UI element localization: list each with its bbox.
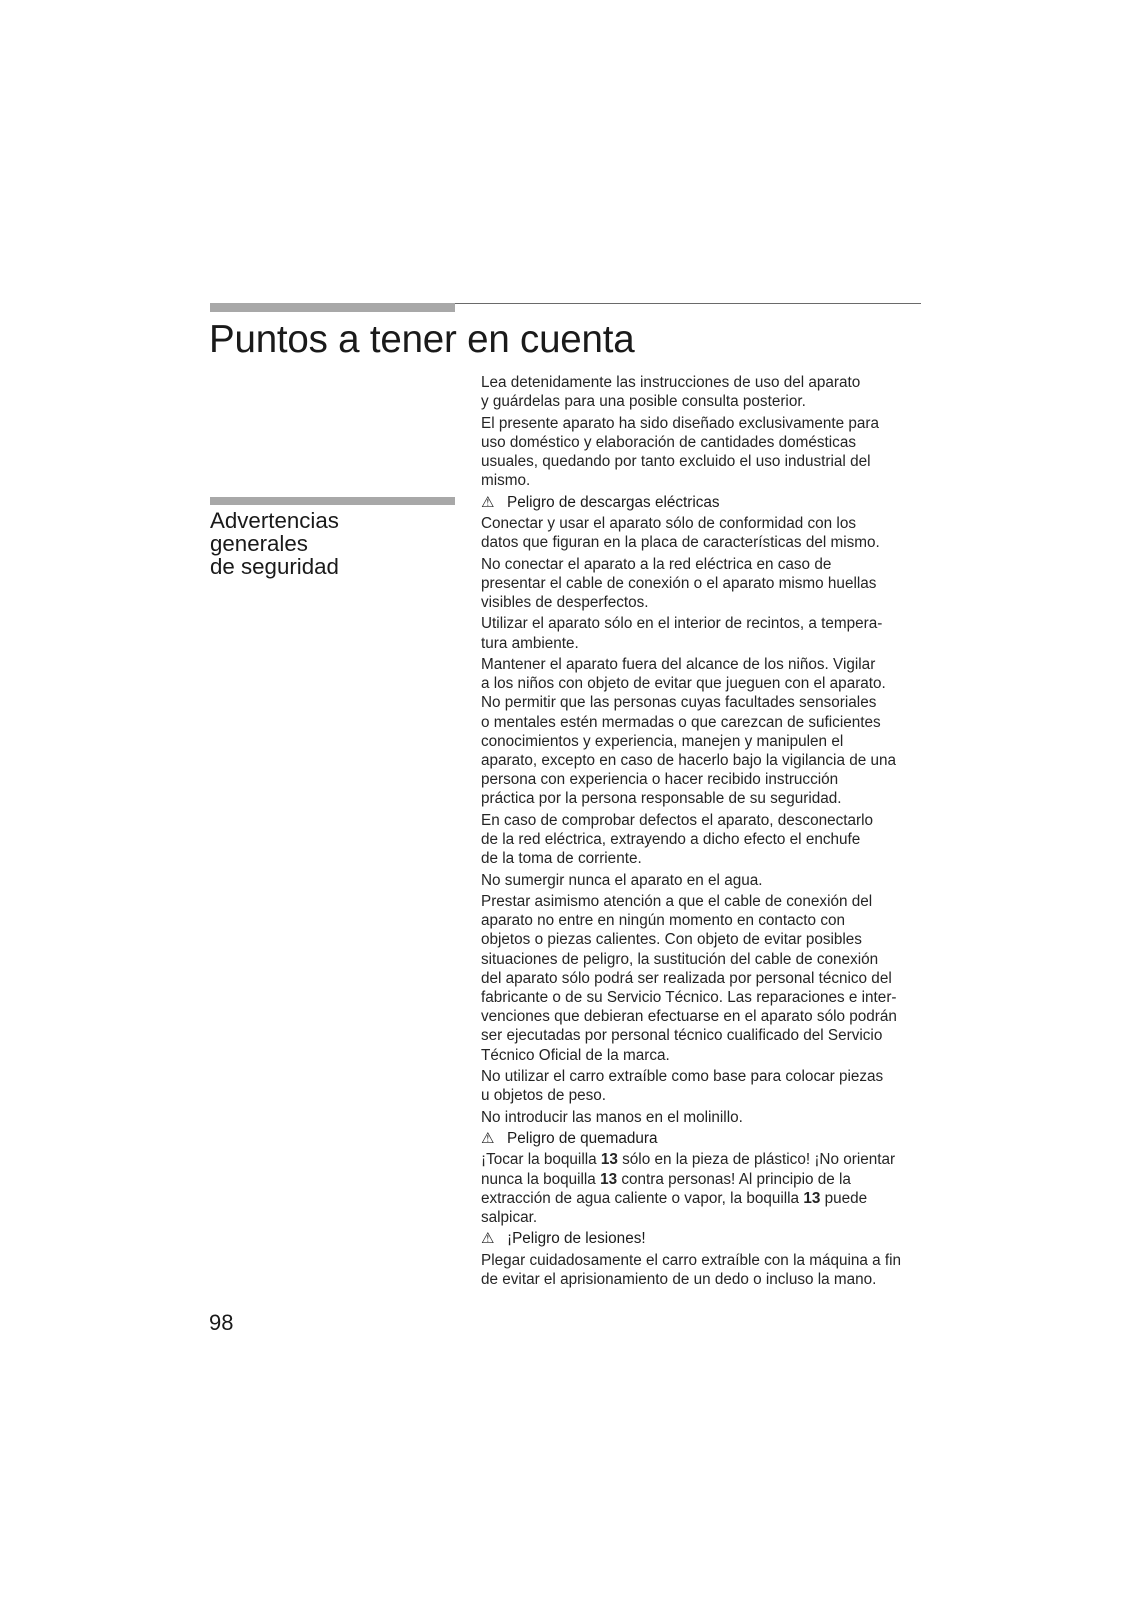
text-line: del aparato sólo podrá ser realizada por personal técnico del xyxy=(481,969,892,987)
paragraph xyxy=(481,514,931,552)
text-line: práctica por la persona responsable de su seguridad. xyxy=(481,790,842,808)
text-line: situaciones de peligro, la sustitución del cable de conexión xyxy=(481,950,879,968)
text-line: ser ejecutadas por personal técnico cualificado del Servicio xyxy=(481,1027,883,1045)
text-line: Lea detenidamente las instrucciones de uso del aparato xyxy=(481,374,861,391)
text-line: uso doméstico y elaboración de cantidades domésticas xyxy=(481,433,856,451)
warning-triangle-icon: ⚠ xyxy=(481,493,495,511)
warning-title: Peligro de quemadura xyxy=(507,1129,658,1147)
text-line: visibles de desperfectos. xyxy=(481,593,649,611)
text-line xyxy=(481,1150,931,1169)
text-line: y guárdelas para una posible consulta posterior. xyxy=(481,393,806,411)
text-line: objetos o piezas calientes. Con objeto de evitar posibles xyxy=(481,931,862,949)
text-line xyxy=(481,1189,931,1208)
warning-burn xyxy=(481,1129,931,1148)
text-line: Conectar y usar el aparato sólo de conformidad con los xyxy=(481,514,856,532)
part-number: 13 xyxy=(803,1189,821,1207)
text-line: No sumergir nunca el aparato en el agua. xyxy=(481,871,763,889)
part-number: 13 xyxy=(600,1151,618,1169)
warning-title: ¡Peligro de lesiones! xyxy=(507,1230,646,1248)
warning-triangle-icon: ⚠ xyxy=(481,1230,495,1248)
text-line: tura ambiente. xyxy=(481,634,579,652)
text-line: Utilizar el aparato sólo en el interior de recintos, a tempera- xyxy=(481,615,883,633)
text-line: No permitir que las personas cuyas facultades sensoriales xyxy=(481,694,877,712)
paragraph-domestic-use xyxy=(481,414,931,491)
warning-injury xyxy=(481,1229,931,1248)
text-line: No utilizar el carro extraíble como base para colocar piezas xyxy=(481,1067,884,1085)
paragraph xyxy=(481,871,931,890)
section-heading-line: Advertencias xyxy=(210,508,339,533)
warning-triangle-icon: ⚠ xyxy=(481,1129,495,1147)
warning-electric-shock xyxy=(481,493,931,512)
text-line xyxy=(481,1170,931,1189)
text-line: Prestar asimismo atención a que el cable de conexión del xyxy=(481,892,873,910)
text-line: de la red eléctrica, extrayendo a dicho efecto el enchufe xyxy=(481,830,861,848)
header-rule-thick xyxy=(210,303,455,312)
section-heading-line: de seguridad xyxy=(210,554,339,579)
section-heading xyxy=(210,509,450,578)
text-line: Mantener el aparato fuera del alcance de los niños. Vigilar xyxy=(481,655,876,673)
text-line: de evitar el aprisionamiento de un dedo o incluso la mano. xyxy=(481,1270,877,1288)
text-line: venciones que debieran efectuarse en el aparato sólo podrán xyxy=(481,1008,897,1026)
text-segment: extracción de agua caliente o vapor, la boquilla xyxy=(481,1189,804,1207)
paragraph xyxy=(481,1067,931,1105)
text-line: fabricante o de su Servicio Técnico. Las reparaciones e inter- xyxy=(481,988,897,1006)
paragraph xyxy=(481,892,931,1065)
text-segment: nunca la boquilla xyxy=(481,1170,601,1188)
text-line: u objetos de peso. xyxy=(481,1087,607,1105)
text-line: persona con experiencia o hacer recibido instrucción xyxy=(481,771,839,789)
text-line: Técnico Oficial de la marca. xyxy=(481,1046,670,1064)
paragraph xyxy=(481,655,931,809)
text-line: o mentales estén mermadas o que carezcan de suficientes xyxy=(481,713,881,731)
paragraph xyxy=(481,555,931,613)
section-rule xyxy=(210,497,455,505)
paragraph-intro xyxy=(481,373,931,411)
text-line: presentar el cable de conexión o el aparato mismo huellas xyxy=(481,574,877,592)
paragraph xyxy=(481,614,931,652)
text-line: En caso de comprobar defectos el aparato, desconectarlo xyxy=(481,811,874,829)
part-number: 13 xyxy=(600,1170,618,1188)
text-line: datos que figuran en la placa de características del mismo. xyxy=(481,534,880,552)
paragraph xyxy=(481,1108,931,1127)
body-column xyxy=(481,373,931,1291)
text-line: salpicar. xyxy=(481,1208,538,1226)
text-line: Plegar cuidadosamente el carro extraíble con la máquina a fin xyxy=(481,1251,902,1269)
page-number: 98 xyxy=(209,1310,234,1335)
text-segment: contra personas! Al principio de la xyxy=(617,1170,851,1188)
text-line: aparato no entre en ningún momento en contacto con xyxy=(481,912,845,930)
text-line: No introducir las manos en el molinillo. xyxy=(481,1108,743,1126)
text-line: aparato, excepto en caso de hacerlo bajo la vigilancia de una xyxy=(481,751,897,769)
text-line: de la toma de corriente. xyxy=(481,850,642,868)
paragraph-nozzle xyxy=(481,1150,931,1227)
text-segment: sólo en la pieza de plástico! ¡No orientar xyxy=(617,1151,896,1169)
text-segment: ¡Tocar la boquilla xyxy=(481,1151,601,1169)
paragraph xyxy=(481,811,931,869)
paragraph xyxy=(481,1251,931,1289)
text-line: conocimientos y experiencia, manejen y manipulen el xyxy=(481,732,844,750)
text-line: usuales, quedando por tanto excluido el uso industrial del xyxy=(481,453,871,470)
text-line: No conectar el aparato a la red eléctrica en caso de xyxy=(481,555,832,573)
section-heading-line: generales xyxy=(210,531,308,556)
text-line: El presente aparato ha sido diseñado exclusivamente para xyxy=(481,414,879,432)
page-title: Puntos a tener en cuenta xyxy=(209,318,635,361)
warning-title: Peligro de descargas eléctricas xyxy=(507,493,720,511)
text-line: mismo. xyxy=(481,472,531,490)
text-line: a los niños con objeto de evitar que jueguen con el aparato. xyxy=(481,675,886,693)
text-segment: puede xyxy=(820,1189,868,1207)
